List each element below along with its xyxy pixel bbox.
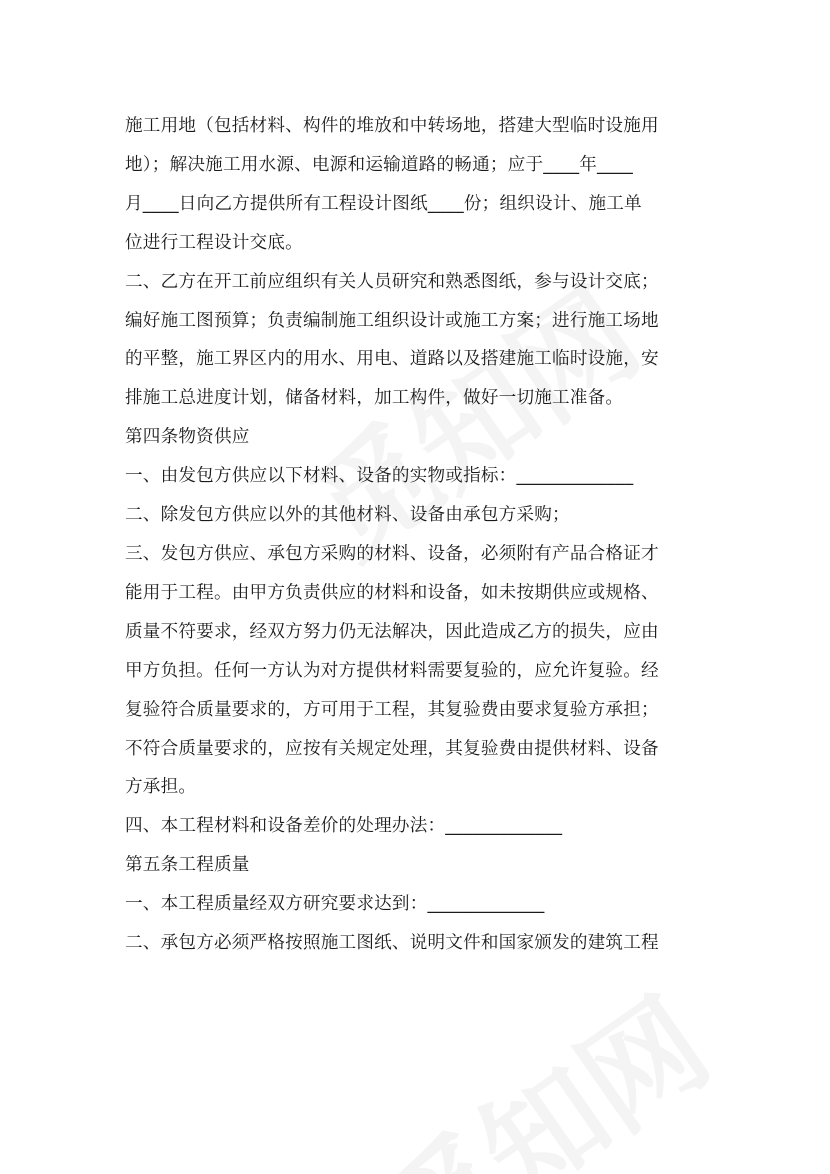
text-line: 月____日向乙方提供所有工程设计图纸____份；组织设计、施工单 (125, 193, 642, 214)
text-line: 二、承包方必须严格按照施工图纸、说明文件和国家颁发的建筑工程 (125, 933, 659, 954)
text-line: 的平整，施工界区内的用水、用电、道路以及搭建施工临时设施，安 (125, 349, 659, 370)
text-line: 施工用地（包括材料、构件的堆放和中转场地，搭建大型临时设施用 (125, 116, 659, 136)
text-line: 质量不符要求，经双方努力仍无法解决，因此造成乙方的损失，应由 (125, 621, 659, 642)
text-line: 四、本工程材料和设备差价的处理办法：_____________ (125, 816, 563, 837)
text-line: 二、除发包方供应以外的其他材料、设备由承包方采购； (125, 505, 570, 526)
text-line: 排施工总进度计划，储备材料，加工构件，做好一切施工准备。 (125, 388, 624, 409)
text-line: 一、本工程质量经双方研究要求达到：_____________ (125, 894, 545, 915)
section-heading-article-4 (125, 418, 710, 457)
text-line: 编好施工图预算；负责编制施工组织设计或施工方案；进行施工场地 (125, 310, 659, 331)
paragraph-quality-target (125, 885, 710, 924)
text-line: 地）；解决施工用水源、电源和运输道路的畅通；应于____年____ (125, 154, 634, 175)
document-body (125, 107, 710, 963)
text-line: 方承担。 (125, 777, 197, 798)
text-line: 甲方负担。任何一方认为对方提供材料需要复验的，应允许复验。经 (125, 660, 659, 681)
text-line: 不符合质量要求的，应按有关规定处理，其复验费由提供材料、设备 (125, 738, 659, 759)
paragraph-party-b-duties (125, 263, 710, 419)
section-heading-article-5 (125, 846, 710, 885)
watermark (343, 952, 737, 1174)
text-line: 二、乙方在开工前应组织有关人员研究和熟悉图纸，参与设计交底； (125, 271, 659, 292)
paragraph-owner-supply (125, 457, 710, 496)
paragraph-material-certification (125, 535, 710, 807)
text-line: 能用于工程。由甲方负责供应的材料和设备，如未按期供应或规格、 (125, 582, 659, 603)
section-heading: 第五条工程质量 (125, 855, 250, 876)
text-line: 位进行工程设计交底。 (125, 232, 303, 253)
text-line: 复验符合质量要求的，方可用于工程，其复验费由要求复验方承担； (125, 699, 659, 720)
paragraph-construction-standards (125, 924, 710, 963)
paragraph-price-difference (125, 807, 710, 846)
section-heading: 第四条物资供应 (125, 427, 250, 448)
text-line: 一、由发包方供应以下材料、设备的实物或指标：_____________ (125, 466, 634, 487)
paragraph-contractor-purchase (125, 496, 710, 535)
text-line: 三、发包方供应、承包方采购的材料、设备，必须附有产品合格证才 (125, 543, 659, 564)
paragraph-site-preparation (125, 107, 710, 263)
